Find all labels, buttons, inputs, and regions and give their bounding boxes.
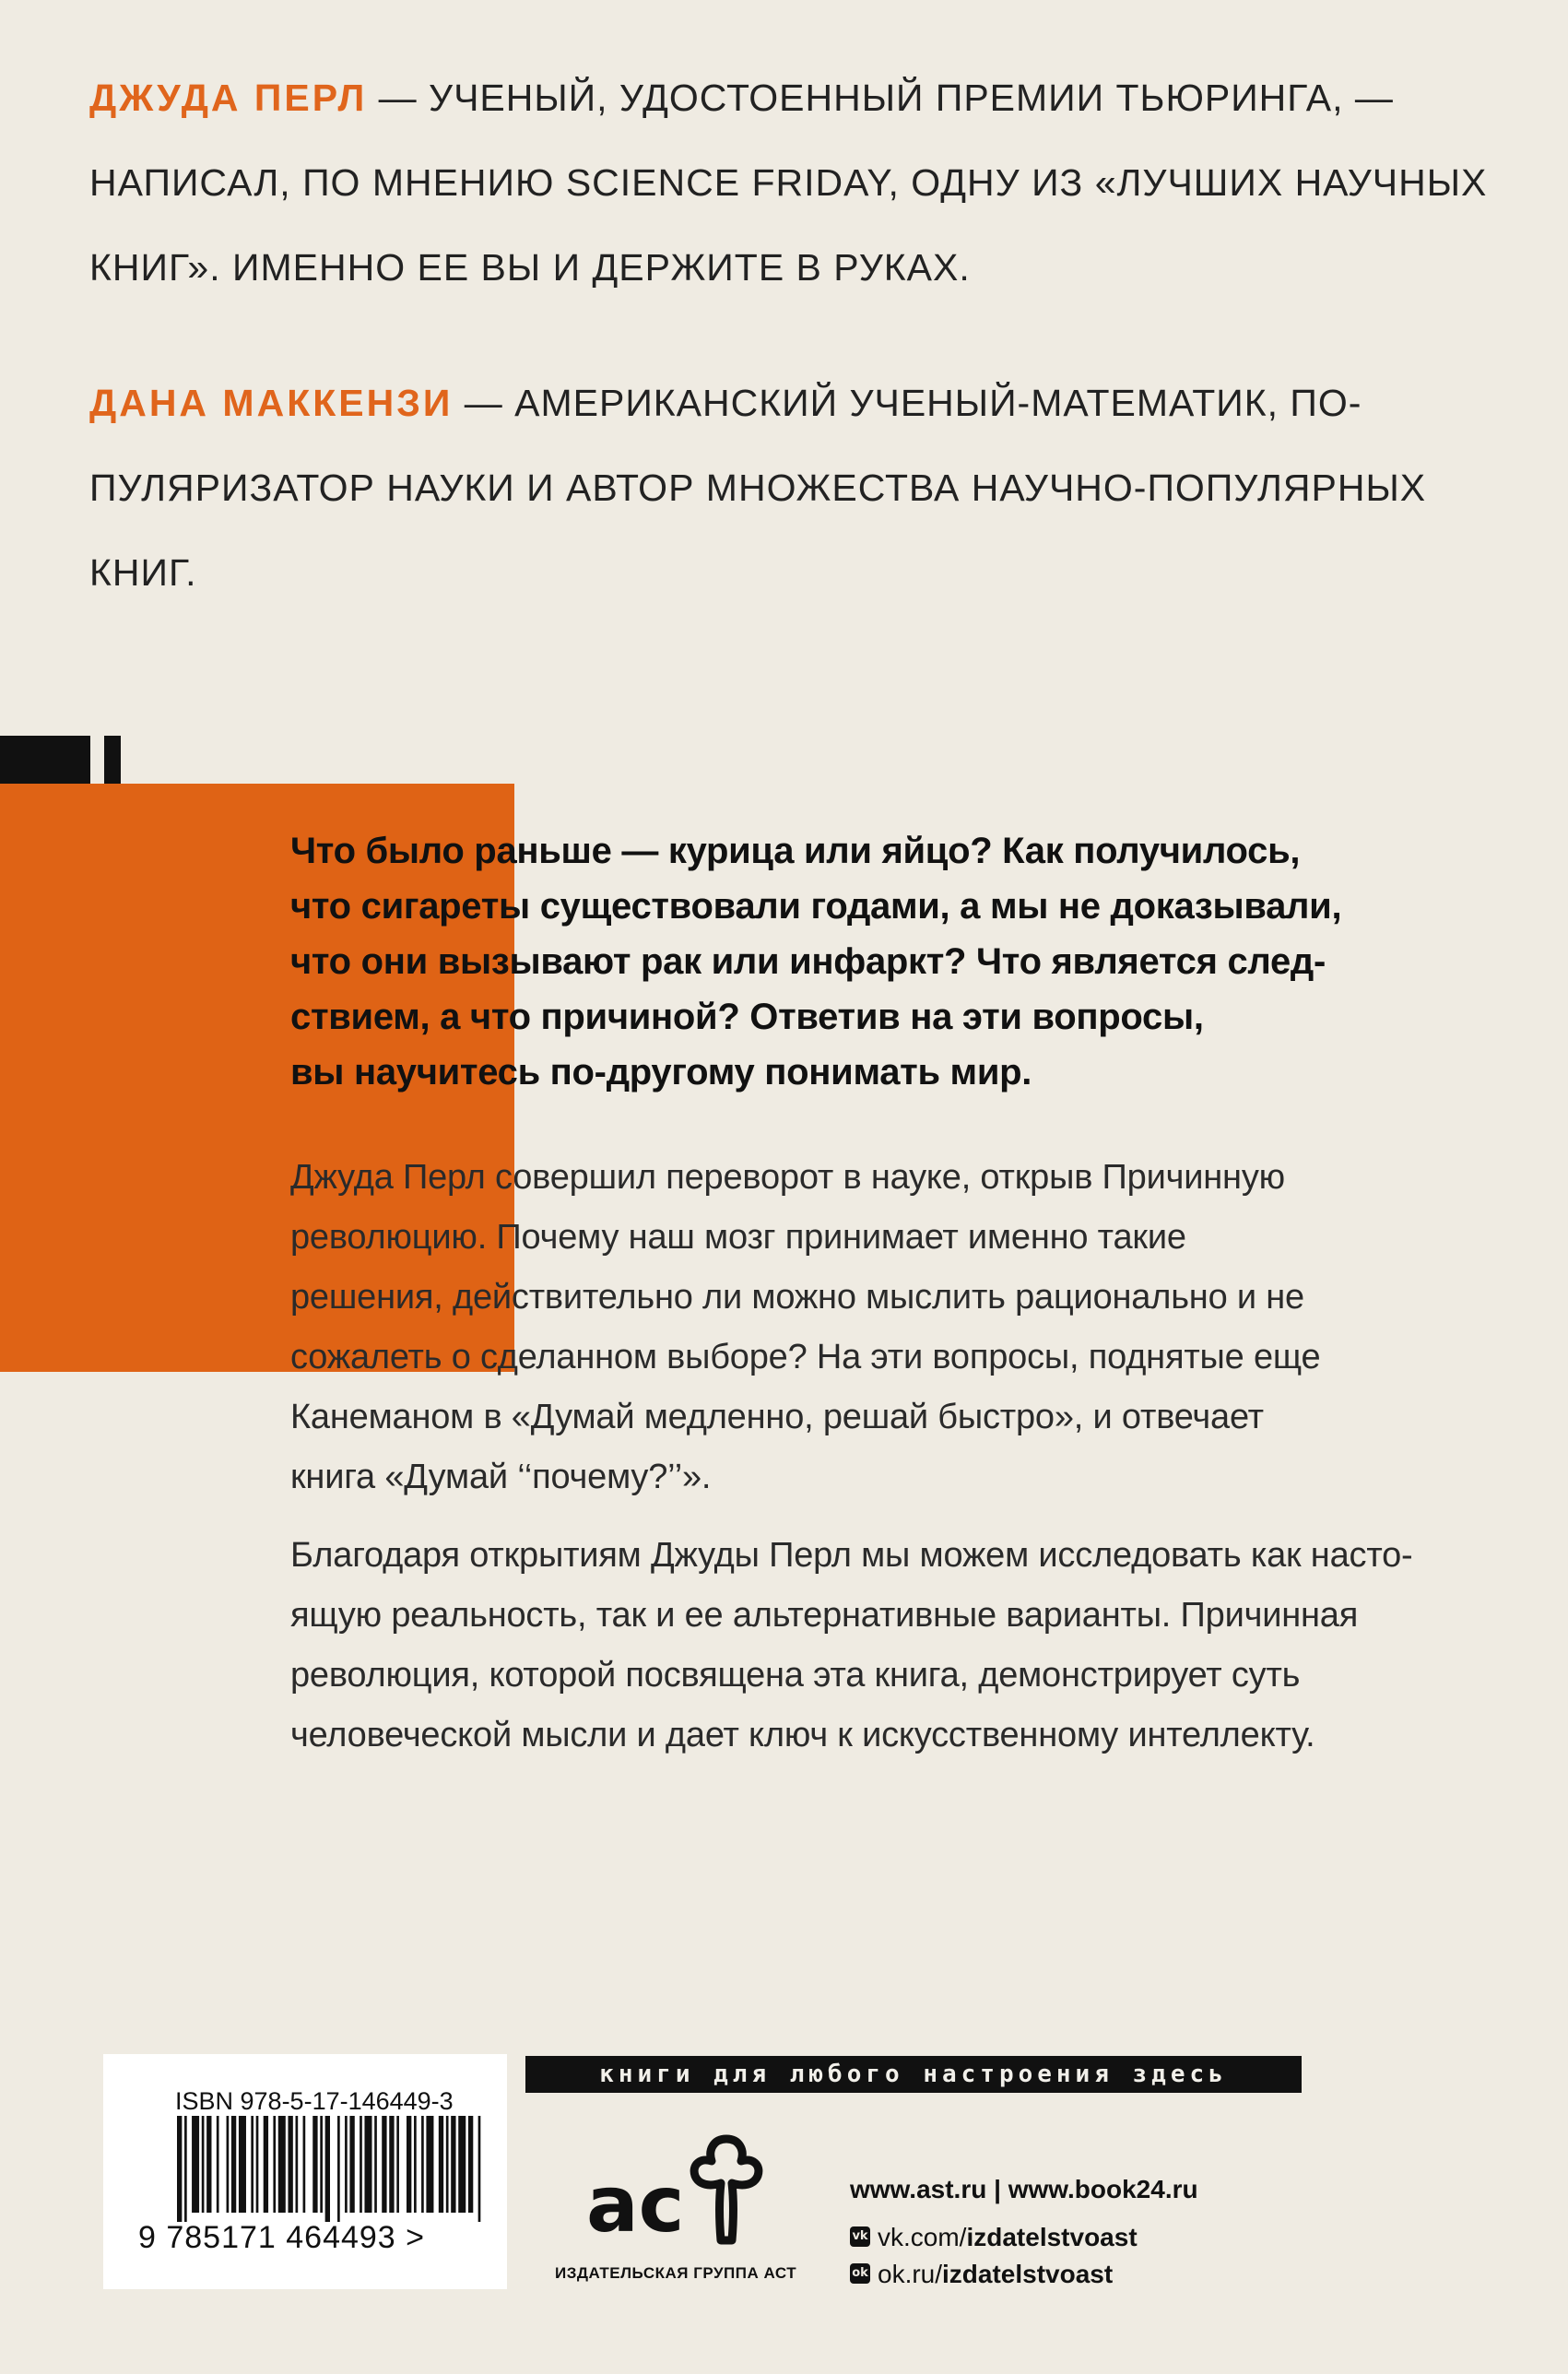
barcode-bar [278,2116,286,2213]
websites-link[interactable]: www.ast.ru | www.book24.ru [850,2175,1198,2203]
barcode-bar [349,2116,354,2213]
body-paragraph-2 [290,1526,1489,1766]
lead-line: Что было раньше — курица или яйцо? Как получилось, [290,831,1301,871]
body-line: решения, действительно ли можно мыслить рационально и не [290,1278,1304,1317]
ok-handle: izdatelstvoast [942,2260,1114,2288]
body-line: Джуда Перл совершил переворот в науке, открыв Причинную [290,1158,1285,1197]
author-name: ДАНА МАККЕНЗИ [89,382,454,424]
lead-line: что сигареты существовали годами, а мы не доказывали, [290,886,1342,927]
barcode-bar [374,2116,377,2213]
barcode-bar [446,2116,449,2213]
barcode-bar [396,2116,399,2213]
vk-prefix: vk.com/ [878,2223,967,2251]
publisher-caption: ИЗДАТЕЛЬСКАЯ ГРУППА АСТ [555,2264,797,2282]
barcode-digits: 9 785171 464493 > [138,2220,426,2255]
ok-icon: ok [850,2263,870,2284]
barcode-bar [360,2116,362,2213]
barcode-bar [345,2116,348,2213]
lead-line: вы научитесь по-другому понимать мир. [290,1052,1032,1093]
body-line: революция, которой посвящена эта книга, демонстрирует суть [290,1656,1301,1695]
barcode-bar [389,2116,394,2213]
ok-prefix: ok.ru/ [878,2260,943,2288]
barcode-bar [303,2116,306,2213]
author-name: ДЖУДА ПЕРЛ [89,77,368,119]
barcode-bar [192,2116,199,2213]
barcode-bar [414,2116,417,2213]
body-line: ящую реальность, так и ее альтернативные варианты. Причинная [290,1596,1359,1635]
barcode-bar [320,2116,323,2213]
body-line: революцию. Почему наш мозг принимает именно такие [290,1218,1186,1257]
lead-line: ствием, а что причиной? Ответив на эти вопросы, [290,997,1204,1037]
barcode-bar [288,2116,292,2213]
slogan-bar: книги для любого настроения здесь [525,2056,1302,2093]
isbn-label: ISBN 978-5-17-146449-3 [175,2087,454,2115]
barcode-bar [364,2116,371,2213]
author-bio: — АМЕРИКАНСКИЙ УЧЕНЫЙ-МАТЕМАТИК, ПО-ПУЛЯРИЗАТОР НАУКИ И АВТОР МНОЖЕСТВА НАУЧНО-ПОПУЛЯРНЫХ КНИГ. [89,382,1427,594]
barcode-bar [312,2116,317,2213]
barcode-bar [239,2116,246,2213]
barcode-bar [217,2116,219,2213]
barcode-bar [382,2116,386,2213]
barcode-bar [426,2116,433,2213]
authors-section [89,55,1491,666]
barcode-bar [296,2116,299,2213]
author-bio: — УЧЕНЫЙ, УДОСТОЕННЫЙ ПРЕМИИ ТЬЮРИНГА, — НАПИСАЛ, ПО МНЕНИЮ SCIENCE FRIDAY, ОДНУ ИЗ «ЛУЧШИХ НАУЧНЫХ КНИГ». ИМЕННО ЕЕ ВЫ И ДЕРЖИТЕ В РУКАХ. [89,77,1488,289]
barcode-bar [227,2116,230,2213]
barcode-bar [421,2116,424,2213]
svg-text:ac: ac [586,2159,685,2248]
barcode-bar [256,2116,259,2213]
vk-link[interactable] [850,2219,1198,2256]
barcode-box [103,2054,507,2289]
author-pearl [89,55,1491,310]
barcode-bar [231,2116,236,2213]
barcode-bar [206,2116,211,2213]
barcode-bar [468,2116,473,2213]
body-line: книга «Думай ‘‘почему?’’». [290,1458,712,1496]
barcode-bar [264,2116,268,2213]
barcode-bar [451,2116,455,2213]
barcode-bar [202,2116,205,2213]
barcode-bar [325,2116,330,2222]
author-mackenzie [89,360,1491,615]
body-line: Канеманом в «Думай медленно, решай быстро», и отвечает [290,1398,1264,1436]
vk-handle: izdatelstvoast [966,2223,1138,2251]
lead-line: что они вызывают рак или инфаркт? Что является след- [290,941,1326,982]
barcode-bar [458,2116,466,2213]
barcode-bar [184,2116,187,2222]
barcode-icon [177,2116,483,2222]
body-line: Благодаря открытиям Джуды Перл мы можем исследовать как насто- [290,1536,1413,1575]
vk-icon: vk [850,2226,870,2247]
barcode-bar [337,2116,340,2222]
barcode-bar [478,2116,481,2222]
barcode-bar [177,2116,182,2222]
barcode-bar [273,2116,276,2213]
links-section [850,2171,1198,2293]
barcode-bar [407,2116,411,2213]
ast-logo-icon [583,2109,776,2248]
ok-link[interactable] [850,2256,1198,2293]
body-line: человеческой мысли и дает ключ к искусственному интеллекту. [290,1716,1315,1754]
lead-paragraph [290,823,1516,1100]
barcode-bar [251,2116,253,2213]
barcode-bar [439,2116,443,2213]
body-line: сожалеть о сделанном выборе? На эти вопросы, поднятые еще [290,1338,1321,1376]
body-paragraph-1 [290,1148,1489,1507]
